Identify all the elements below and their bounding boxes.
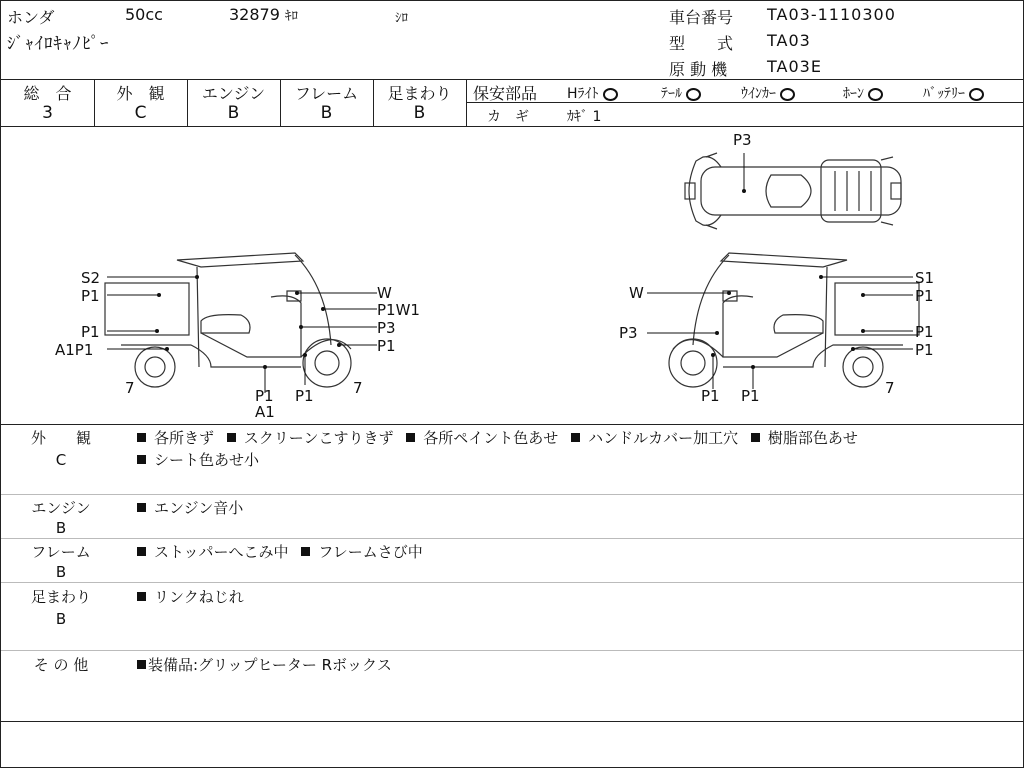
grade-header-suspension: 足まわり (387, 84, 452, 103)
chassis-number: TA03-1110300 (767, 5, 896, 24)
right-label-7: 7 (885, 379, 895, 397)
safety-winker: ｳｲﾝｶｰ (741, 83, 795, 103)
right-label-p1-c: P1 (915, 341, 934, 359)
left-label-p1w1: P1W1 (377, 301, 420, 319)
grade-frame: B (320, 103, 333, 123)
right-label-p3: P3 (619, 324, 638, 342)
displacement: 50cc (125, 5, 163, 24)
remark-grade-frame: B (55, 563, 67, 581)
left-label-p1-e: P1 (295, 387, 314, 405)
remark-grade-engine: B (55, 519, 67, 537)
type-label: 型 式 (669, 34, 734, 53)
right-label-p1-e: P1 (741, 387, 760, 405)
remark-items-exterior-2: シート色あせ小 (137, 449, 267, 471)
grade-header-frame: フレーム (294, 84, 359, 103)
chassis-label: 車台番号 (669, 8, 734, 27)
top-label-p3: P3 (733, 131, 752, 149)
left-label-p3: P3 (377, 319, 396, 337)
ok-circle-icon (969, 88, 984, 101)
left-label-p1-b: P1 (81, 323, 100, 341)
remark-items-other: 装備品:グリップヒーター Rボックス (137, 654, 400, 676)
remark-grade-suspension: B (55, 610, 67, 628)
damage-diagram (1, 127, 1023, 423)
engine-label: 原 動 機 (669, 60, 728, 79)
left-label-p1-a: P1 (81, 287, 100, 305)
grade-header-overall: 総 合 (23, 84, 72, 103)
grade-header-exterior: 外 観 (116, 84, 165, 103)
remark-grade-exterior: C (55, 451, 67, 469)
grade-engine: B (227, 103, 240, 123)
right-label-s1: S1 (915, 269, 935, 287)
scooter-top-view-icon (685, 153, 901, 229)
safety-label: 保安部品 (473, 84, 538, 103)
ok-circle-icon (780, 88, 795, 101)
safety-horn: ﾎｰﾝ (843, 83, 883, 103)
scooter-left-view-icon (105, 253, 351, 387)
safety-battery: ﾊﾞｯﾃﾘｰ (923, 83, 984, 103)
left-label-p1-d: P1 (255, 387, 274, 405)
remark-label-engine: エンジン (31, 499, 91, 517)
left-label-s2: S2 (81, 269, 101, 287)
remark-label-other: そ の 他 (33, 656, 89, 674)
mileage: 32879 ｷﾛ (229, 5, 298, 24)
right-label-p1-d: P1 (701, 387, 720, 405)
left-label-a1: A1 (255, 403, 275, 421)
remark-items-exterior: 各所きず スクリーンこすりきず 各所ペイント色あせ ハンドルカバー加工穴 樹脂部色あせ (137, 427, 866, 449)
maker: ホンダ (7, 8, 55, 27)
ok-circle-icon (868, 88, 883, 101)
safety-headlight: Hﾗｲﾄ (567, 83, 618, 103)
left-label-7-rear: 7 (125, 379, 135, 397)
remark-label-suspension: 足まわり (30, 588, 91, 606)
type-number: TA03 (767, 31, 811, 50)
scooter-right-view-icon (669, 253, 919, 387)
key-count: ｶｷﾞ 1 (567, 109, 602, 125)
grade-exterior: C (134, 103, 147, 123)
remark-label-frame: フレーム (31, 543, 91, 561)
model-name: ｼﾞｬｲﾛｷｬﾉﾋﾟｰ (7, 34, 110, 54)
safety-tail: ﾃｰﾙ (661, 83, 701, 103)
remark-label-exterior: 外 観 (30, 429, 91, 447)
left-label-w: W (377, 284, 392, 302)
remark-items-engine: エンジン音小 (137, 497, 251, 519)
remark-items-frame: ストッパーへこみ中 フレームさび中 (137, 541, 431, 563)
engine-number: TA03E (767, 57, 822, 76)
ok-circle-icon (603, 88, 618, 101)
left-label-a1p1: A1P1 (55, 341, 94, 359)
right-label-p1-b: P1 (915, 323, 934, 341)
grade-header-engine: エンジン (201, 84, 266, 103)
left-label-7-front: 7 (353, 379, 363, 397)
body-color: ｼﾛ (395, 11, 408, 26)
right-label-w: W (629, 284, 644, 302)
remark-items-suspension: リンクねじれ (137, 586, 252, 608)
ok-circle-icon (686, 88, 701, 101)
key-label: カ ギ (487, 109, 529, 125)
left-label-p1-c: P1 (377, 337, 396, 355)
right-label-p1-a: P1 (915, 287, 934, 305)
grade-overall: 3 (42, 103, 53, 123)
grade-suspension: B (413, 103, 426, 123)
